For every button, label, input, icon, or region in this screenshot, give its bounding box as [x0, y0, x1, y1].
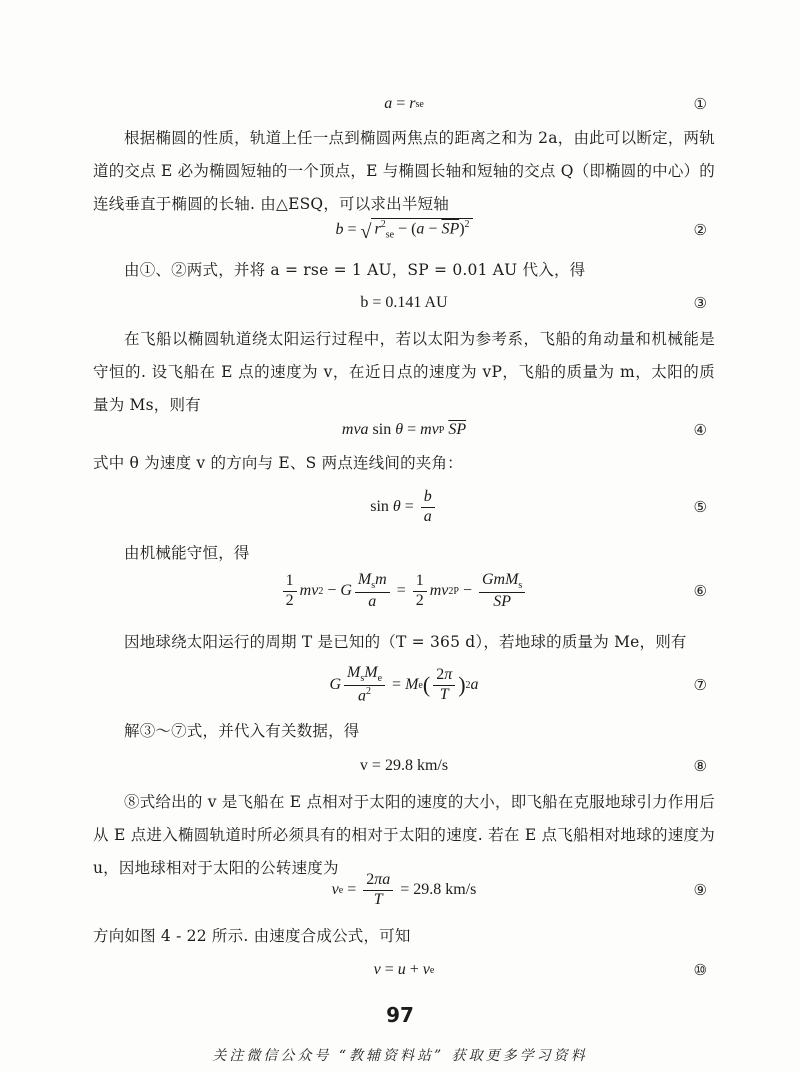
equation-2: [93, 210, 715, 250]
paragraph-energy: 由机械能守恒，得: [124, 544, 250, 562]
equation-number: ②: [693, 221, 707, 239]
equation-formula: v = u + v e: [373, 961, 435, 978]
equation-5: [93, 487, 715, 527]
equation-formula: sin θ = $\frac{b}{a}$: [93, 487, 715, 527]
footer-watermark: 关注微信公众号 “教辅资料站” 获取更多学习资料: [212, 1048, 588, 1064]
paragraph-earth-period: 因地球绕太阳运行的周期 T 是已知的（T = 365 d），若地球的质量为 Me，则有: [124, 633, 687, 651]
equation-7: [93, 665, 715, 705]
paragraph-conservation: 在飞船以椭圆轨道绕太阳运行过程中，若以太阳为参考系，飞船的角动量和机械能是守恒的. 设飞船在 E 点的速度为 v，在近日点的速度为 vP，飞船的质量为 m，太阳的质量为 Ms，则有: [93, 330, 715, 414]
equation-number: ③: [693, 294, 707, 312]
equation-number: ⑤: [693, 498, 707, 516]
paragraph-relative-velocity: ⑧式给出的 v 是飞船在 E 点相对于太阳的速度的大小，即飞船在克服地球引力作用后从 E 点进入椭圆轨道时所必须具有的相对于太阳的速度. 若在 E 点飞船相对地球的速度为 u，因地球相对于太阳的公转速度为: [93, 793, 715, 877]
equation-formula: v = 29.8 km/s: [359, 757, 449, 774]
paragraph-velocity-composition: 方向如图 4 - 22 所示. 由速度合成公式，可知: [93, 927, 411, 945]
equation-number: ⑥: [693, 582, 707, 600]
equation-number: ⑦: [693, 676, 707, 694]
equation-number: ⑩: [693, 961, 707, 979]
equation-3: [93, 283, 715, 323]
paragraph-substitute: 由①、②两式，并将 a = rse = 1 AU，SP = 0.01 AU 代入，得: [124, 261, 586, 279]
equation-number: ④: [693, 421, 707, 439]
equation-formula: a = r se: [384, 95, 424, 112]
equation-number: ⑨: [693, 881, 707, 899]
equation-6: [93, 571, 715, 611]
equation-8: [93, 746, 715, 786]
equation-formula: b = √ $r^2_{se} - (a - \overline{SP})^2$: [93, 210, 715, 250]
equation-1: [93, 84, 715, 124]
equation-number: ⑧: [693, 757, 707, 775]
page-number: 97: [386, 1003, 414, 1027]
equation-formula: mva sin θ = mv P $\overline{SP}$: [341, 421, 467, 438]
equation-4: [93, 410, 715, 450]
paragraph-ellipse-property: 根据椭圆的性质，轨道上任一点到椭圆两焦点的距离之和为 2a，由此可以断定，两轨道的交点 E 必为椭圆短轴的一个顶点，E 与椭圆长轴和短轴的交点 Q（即椭圆的中心）的连线垂直于椭圆的长轴. 由△ESQ，可以求出半短轴: [93, 129, 715, 213]
equation-formula: v e = $\frac{2\pi a}{T}$ = 29.8 km/s: [331, 871, 477, 908]
equation-10: [93, 950, 715, 990]
equation-formula: G $\frac{M_sM_e}{a^2}$ = M e ( $\frac{2\pi}{T}$ ) 2 a: [329, 664, 479, 705]
paragraph-angle-definition: 式中 θ 为速度 v 的方向与 E、S 两点连线间的夹角：: [93, 454, 463, 472]
equation-formula: $\frac{1}{2}$ mv 2 − G $\frac{M_sm}{a}$ = $\frac{1}{2}$ mv 2 P − $\frac{GmM_s}{SP}$: [93, 571, 715, 611]
equation-9: [93, 870, 715, 910]
equation-formula: b = 0.141 AU: [360, 294, 448, 311]
equation-number: ①: [693, 95, 707, 113]
paragraph-solve: 解③～⑦式，并代入有关数据，得: [124, 722, 360, 740]
